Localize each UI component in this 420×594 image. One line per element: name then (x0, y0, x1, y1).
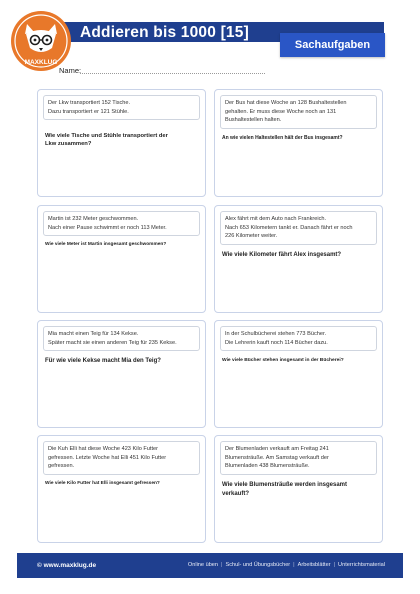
task-card (214, 435, 383, 543)
task-question (222, 135, 377, 142)
task-card (37, 435, 206, 543)
statement-line: gefressen. Letzte Woche hat Elli 451 Kilo Futter (48, 454, 167, 461)
statement-line: Nach einer Pause schwimmt er noch 113 Meter. (48, 224, 167, 231)
task-card (37, 205, 206, 313)
task-statement (220, 211, 377, 245)
statement-line: Martin ist 232 Meter geschwommen. (48, 216, 139, 222)
footer-link-books[interactable]: Schul- und Übungsbücher (225, 562, 291, 568)
answer-area[interactable] (44, 391, 199, 421)
task-question (45, 481, 200, 488)
task-question (222, 357, 377, 364)
statement-line: Der Lkw transportiert 152 Tische. (48, 100, 131, 106)
task-card (37, 89, 206, 197)
footer-link-materials[interactable]: Unterrichtsmaterial (338, 562, 385, 568)
footer-link-online[interactable]: Online üben (187, 562, 219, 568)
task-statement (43, 211, 200, 236)
statement-line: 226 Kilometer weiter. (225, 233, 278, 240)
footer-copyright[interactable]: © www.maxklug.de (37, 562, 97, 569)
statement-line: Dazu transportiert er 121 Stühle. (48, 108, 129, 115)
task-statement (43, 441, 200, 475)
statement-line: Blumenladen 438 Blumensträuße. (225, 463, 310, 470)
task-card (214, 89, 383, 197)
task-statement (220, 441, 377, 475)
page-title: Addieren bis 1000 [15] (80, 24, 249, 41)
answer-area[interactable] (44, 160, 199, 190)
answer-area[interactable] (221, 391, 376, 421)
statement-line: Der Bus hat diese Woche an 128 Bushaltestellen (225, 100, 347, 106)
question-line: Wie viele Blumensträuße werden insgesamt (222, 482, 347, 488)
statement-line: Bushaltestellen halten. (225, 117, 282, 124)
statement-line: Mia macht einen Teig für 134 Kekse. (48, 331, 139, 337)
footer-link-worksheets[interactable]: Arbeitsblätter (297, 562, 331, 568)
task-question (222, 251, 377, 260)
footer-links: Online üben | Schul- und Übungsbücher | Arbeitsblätter | Unterrichtsmaterial (187, 562, 385, 568)
statement-line: Blumensträuße. Am Samstag verkauft der (225, 454, 329, 461)
task-statement (43, 95, 200, 120)
statement-line: gehalten. Er muss diese Woche noch an 131 (225, 108, 337, 115)
statement-line: Alex fährt mit dem Auto nach Frankreich. (225, 216, 327, 222)
task-question (222, 481, 377, 498)
answer-area[interactable] (221, 506, 376, 536)
answer-area[interactable] (44, 506, 199, 536)
statement-line: Die Kuh Elli hat diese Woche 423 Kilo Futter (48, 446, 158, 452)
question-line: An wie vielen Haltestellen hält der Bus insgesamt? (222, 135, 343, 141)
question-line: Wie viele Kilometer fährt Alex insgesamt? (222, 252, 342, 258)
category-badge: Sachaufgaben (280, 33, 385, 57)
task-question (45, 242, 200, 249)
footer (17, 553, 403, 578)
statement-line: Später macht sie einen anderen Teig für 235 Kekse. (48, 339, 177, 346)
question-line: verkauft? (222, 490, 250, 497)
task-card (214, 205, 383, 313)
statement-line: Nach 653 Kilometern tankt er. Danach fährt er noch (225, 224, 353, 231)
answer-area[interactable] (221, 160, 376, 190)
name-field-line[interactable] (80, 73, 265, 74)
question-line: Für wie viele Kekse macht Mia den Teig? (45, 358, 161, 364)
statement-line: Die Lehrerin kauft noch 114 Bücher dazu. (225, 339, 328, 346)
question-line: Wie viele Tische und Stühle transportiert der (45, 133, 168, 139)
answer-area[interactable] (221, 276, 376, 306)
answer-area[interactable] (44, 276, 199, 306)
task-question (45, 132, 200, 149)
question-line: Wie viele Meter ist Martin insgesamt geschwommen? (45, 242, 167, 247)
task-card (37, 320, 206, 428)
statement-line: In der Schulbücherei stehen 773 Bücher. (225, 331, 327, 337)
statement-line: gefressen. (48, 463, 75, 470)
task-statement (43, 326, 200, 351)
statement-line: Der Blumenladen verkauft am Freitag 241 (225, 446, 329, 452)
maxklug-logo (10, 10, 72, 72)
question-line: Wie viele Bücher stehen insgesamt in der Bücherei? (222, 358, 344, 363)
task-question (45, 357, 200, 366)
logo-text: MAXKLUG (24, 59, 58, 66)
name-label: Name: (59, 66, 82, 75)
question-line: Wie viele Kilo Futter hat Elli insgesamt gefressen? (45, 481, 160, 486)
task-statement (220, 95, 377, 129)
task-statement (220, 326, 377, 351)
task-card (214, 320, 383, 428)
question-line: Lkw zusammen? (45, 141, 92, 148)
